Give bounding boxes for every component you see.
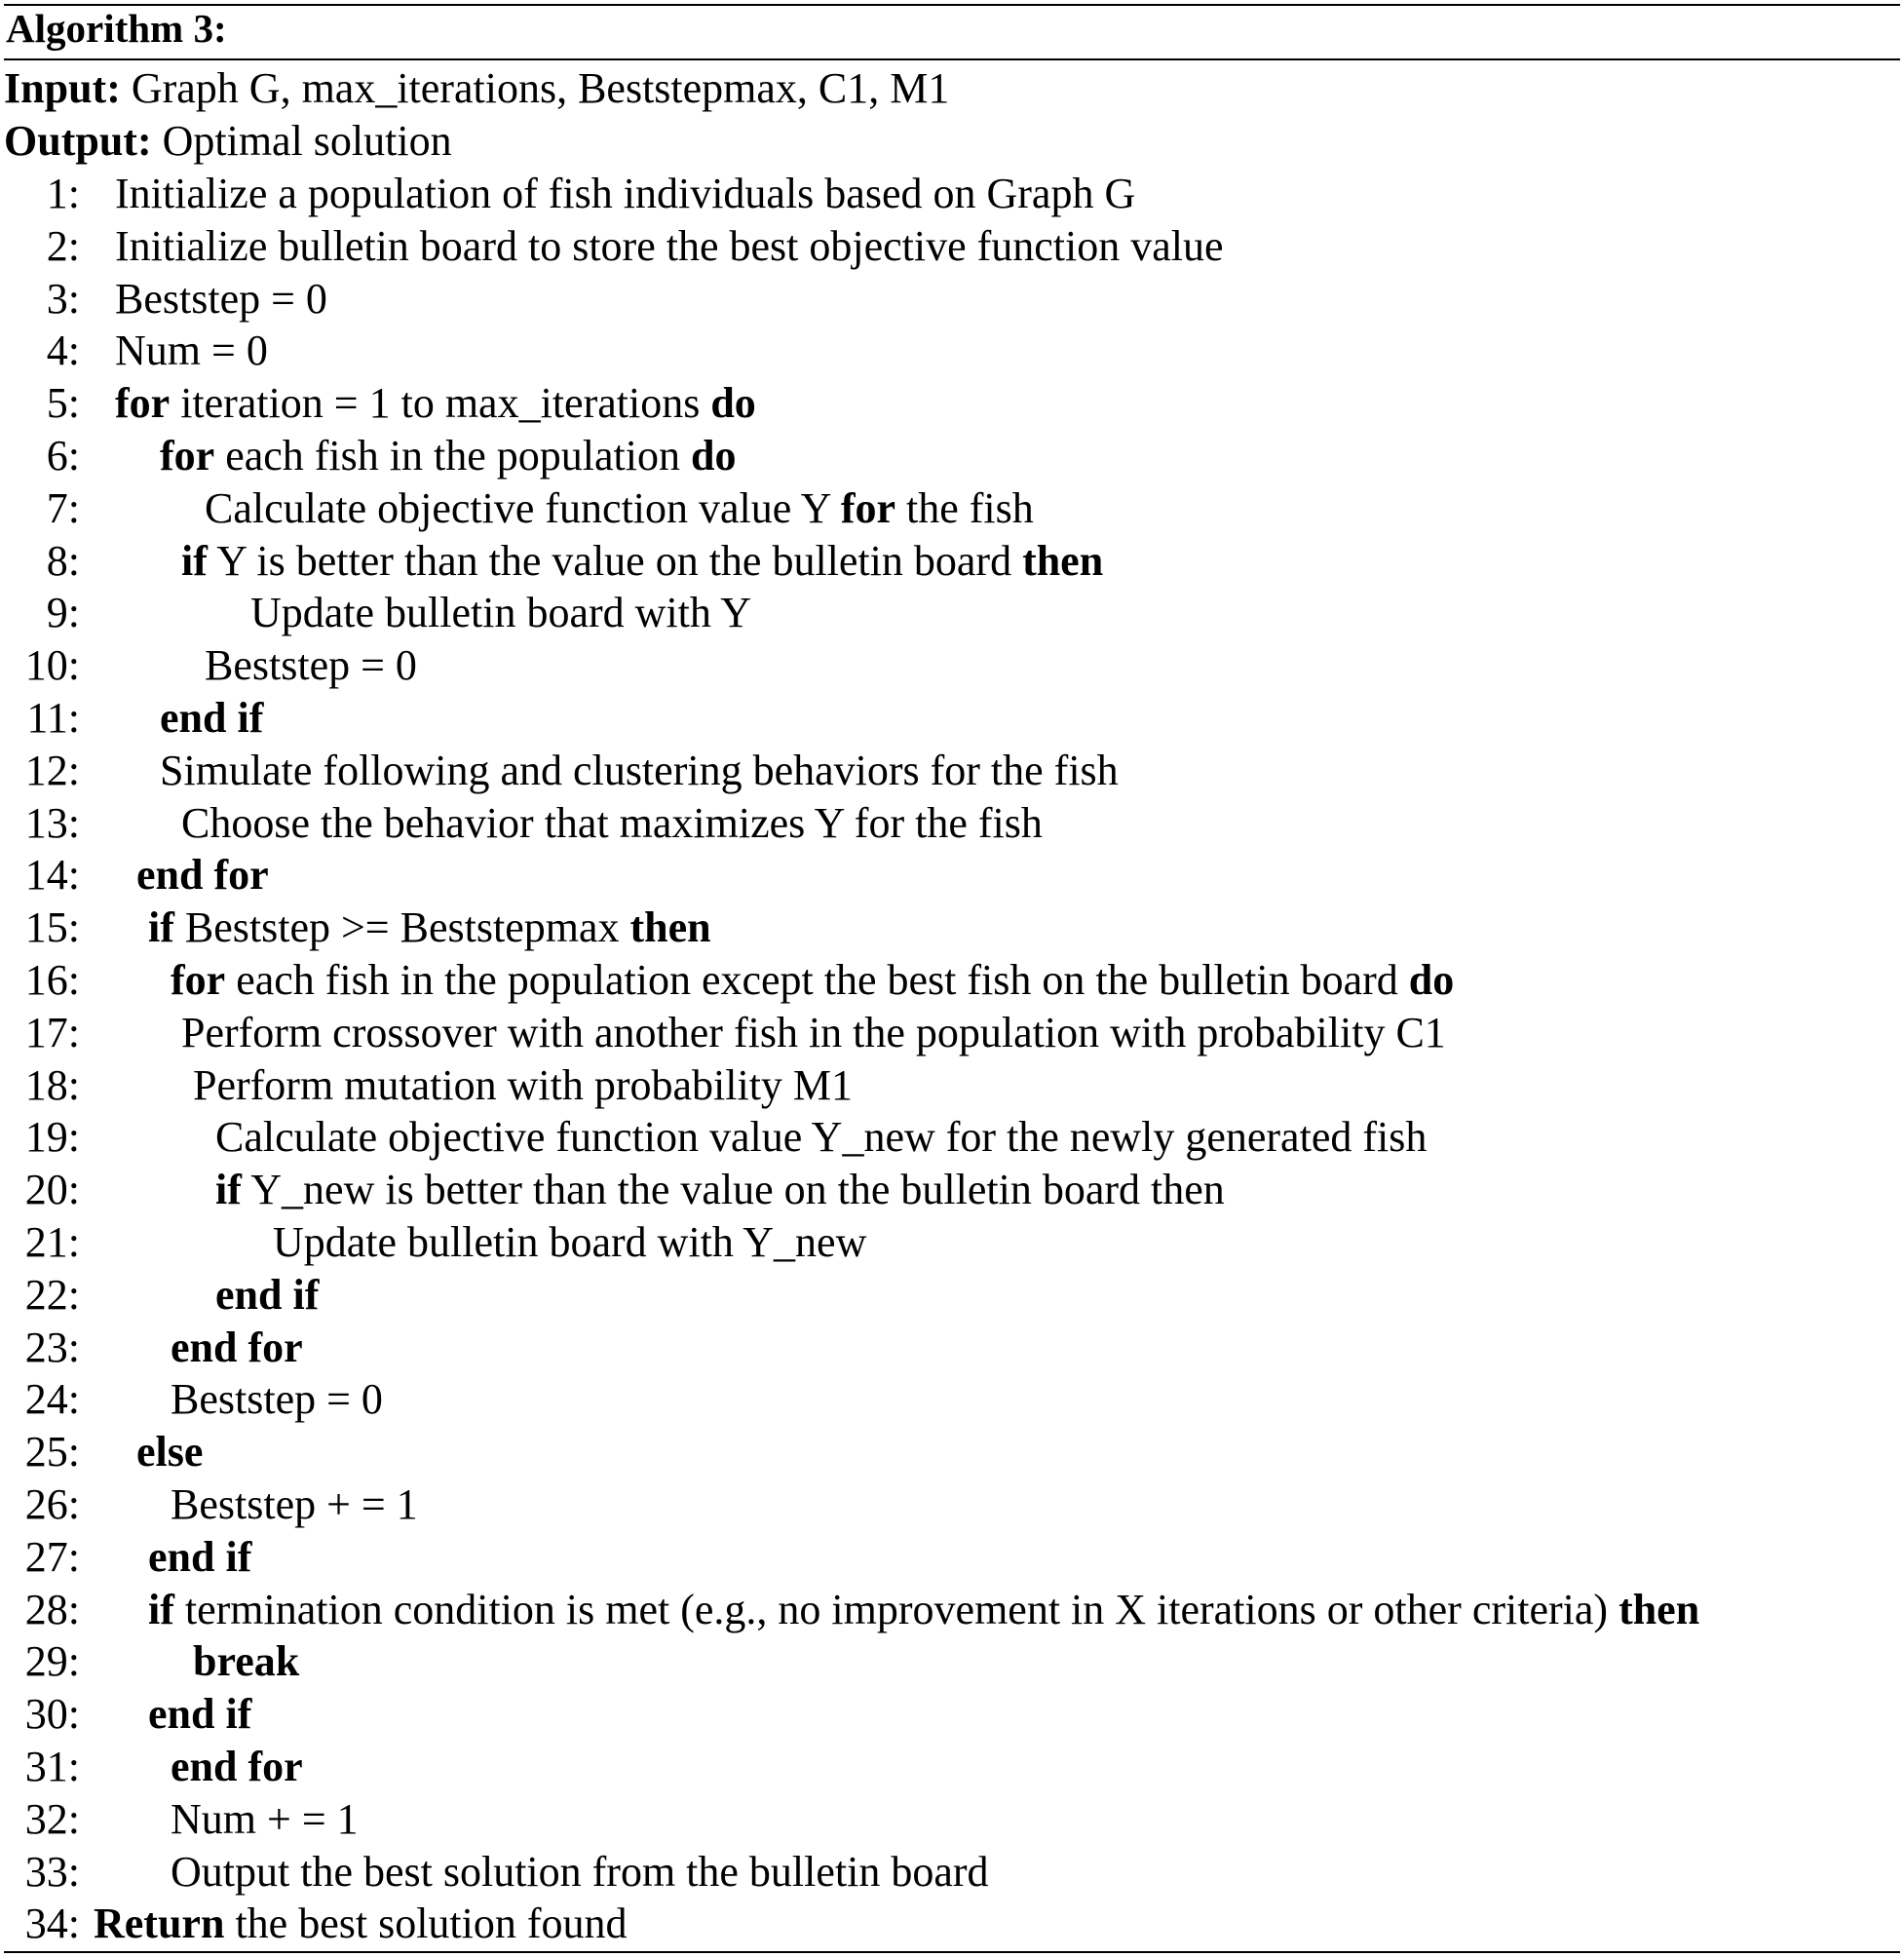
algorithm-line [0,797,1904,850]
algorithm-line [0,1111,1904,1164]
line-text [215,1269,319,1322]
algorithm-line [0,1741,1904,1793]
keyword: do [690,432,737,480]
line-number: 14: [24,851,80,900]
line-number: 4: [46,326,80,375]
statement-text: Perform crossover with another fish in the population with probability C1 [181,1008,1446,1056]
keyword: end if [160,694,264,742]
line-number: 11: [26,694,80,742]
line-number: 6: [46,432,80,480]
keyword: for [171,956,226,1004]
keyword: do [710,379,756,428]
line-text [181,535,1103,588]
line-text [171,1846,989,1899]
statement-text: termination condition is met (e.g., no improvement in X iterations or other criteria) [173,1585,1619,1633]
line-text [115,273,327,326]
line-number: 26: [24,1480,80,1528]
line-text [115,220,1224,273]
line-number: 34: [24,1899,80,1948]
algorithm-line [0,1531,1904,1584]
line-number: 22: [24,1270,80,1319]
keyword: break [193,1637,300,1686]
keyword: if [181,536,208,585]
algorithm-title [6,2,227,55]
line-text [205,639,417,692]
line-number: 30: [24,1690,80,1739]
keyword: for [160,432,215,480]
algorithm-line [0,535,1904,588]
top-rule [4,4,1900,6]
input-line [4,62,949,115]
line-text [250,587,751,639]
line-text [193,1059,853,1112]
algorithm-line [0,639,1904,692]
line-number: 31: [24,1743,80,1790]
algorithm-line [0,1584,1904,1636]
line-text [171,1373,383,1426]
keyword: if [215,1166,242,1214]
statement-text: Initialize a population of fish individuals based on Graph G [115,170,1136,217]
line-text [171,1741,303,1793]
algorithm-line [0,1322,1904,1374]
keyword: then [1618,1585,1700,1633]
line-text [115,168,1135,220]
algorithm-line [0,1846,1904,1899]
statement-text: Update bulletin board with Y [250,589,752,637]
statement-text: Perform mutation with probability M1 [193,1060,854,1109]
algorithm-line [0,273,1904,326]
line-text [160,692,263,745]
line-text [136,849,269,902]
line-number: 12: [24,746,80,794]
algorithm-line [0,1635,1904,1688]
keyword: else [136,1428,204,1477]
input-label: Input: [4,64,121,112]
statement-text: Calculate objective function value Y_new for the newly generated fish [215,1113,1428,1162]
line-text [171,1478,418,1531]
algorithm-line [0,587,1904,639]
statement-text: Initialize bulletin board to store the best objective function value [115,221,1224,270]
line-number: 10: [24,641,80,690]
keyword: if [148,1585,174,1633]
algorithm-line [0,1059,1904,1112]
line-number: 7: [46,483,80,532]
line-text [148,1531,251,1584]
statement-text: each fish in the population except the best fish on the bulletin board [225,956,1409,1004]
statement-text: Beststep >= Beststepmax [173,903,630,952]
line-number: 25: [24,1428,80,1477]
line-number: 18: [24,1060,80,1109]
algorithm-line [0,1216,1904,1269]
statement-text: Beststep = 0 [205,641,417,690]
statement-text: iteration = 1 to max_iterations [170,379,711,428]
keyword: do [1408,956,1455,1004]
algorithm-line [0,168,1904,220]
algorithm-line [0,377,1904,430]
bottom-rule [4,1951,1900,1953]
line-text [215,1111,1427,1164]
line-number: 19: [24,1113,80,1162]
algorithm-line [0,1269,1904,1322]
line-number: 1: [46,170,80,217]
keyword: end if [215,1270,320,1319]
line-number: 32: [24,1794,80,1843]
algorithm-line [0,954,1904,1007]
line-number: 17: [24,1008,80,1056]
line-number: 28: [24,1585,80,1633]
input-text: Graph G, max_iterations, Beststepmax, C1, M1 [131,64,950,112]
algorithm-line [0,1688,1904,1741]
algorithm-line [0,482,1904,535]
line-text [171,1322,303,1374]
statement-text: the best solution found [224,1899,628,1948]
statement-text: Choose the behavior that maximizes Y for the fish [181,798,1043,847]
algorithm-line [0,1164,1904,1216]
statement-text: Calculate objective function value Y [205,483,841,532]
keyword: end if [148,1690,252,1739]
line-number: 16: [24,956,80,1004]
line-number: 13: [24,798,80,847]
line-text [160,430,736,482]
line-text [148,1584,1699,1636]
line-text [181,1007,1446,1059]
algorithm-line [0,430,1904,482]
line-number: 29: [24,1637,80,1686]
statement-text: Num + = 1 [171,1794,359,1843]
line-text [193,1635,299,1688]
algorithm-line [0,692,1904,745]
line-number: 15: [24,903,80,952]
statement-text: Y_new is better than the value on the bulletin board then [241,1166,1225,1214]
line-number: 5: [46,379,80,428]
algorithm-line [0,902,1904,954]
keyword: then [1022,536,1104,585]
line-text [171,954,1454,1007]
line-text [181,797,1043,850]
line-text [148,902,711,954]
algorithm-title-text: Algorithm 3: [6,6,227,51]
line-text [94,1898,628,1950]
algorithm-line [0,1478,1904,1531]
algorithm-line [0,849,1904,902]
line-text [215,1164,1225,1216]
statement-text: the fish [895,483,1034,532]
statement-text: Num = 0 [115,326,268,375]
line-number: 23: [24,1323,80,1371]
statement-text: Update bulletin board with Y_new [273,1218,867,1266]
line-number: 33: [24,1847,80,1896]
algorithm-line [0,1373,1904,1426]
keyword: for [840,483,896,532]
line-text [115,325,268,377]
line-number: 2: [46,221,80,270]
line-number: 20: [24,1166,80,1214]
line-number: 27: [24,1532,80,1581]
line-text [205,482,1034,535]
keyword: if [148,903,174,952]
keyword: end if [148,1532,252,1581]
line-text [136,1426,203,1478]
keyword: end for [171,1743,303,1790]
keyword: then [629,903,711,952]
statement-text: Output the best solution from the bulletin board [171,1847,989,1896]
statement-text: Simulate following and clustering behaviors for the fish [160,746,1119,794]
algorithm-line [0,1793,1904,1846]
statement-text: Beststep = 0 [171,1375,383,1424]
output-text: Optimal solution [162,117,452,165]
line-text [115,377,756,430]
statement-text: each fish in the population [214,432,691,480]
line-text [273,1216,866,1269]
output-line [4,115,452,168]
keyword: Return [94,1899,225,1948]
statement-text: Beststep + = 1 [171,1480,418,1528]
keyword: for [115,379,171,428]
keyword: end for [171,1323,303,1371]
line-text [171,1793,359,1846]
line-text [148,1688,251,1741]
line-number: 9: [46,589,80,637]
line-number: 8: [46,536,80,585]
statement-text: Y is better than the value on the bulletin board [207,536,1023,585]
algorithm-line [0,220,1904,273]
line-number: 3: [46,274,80,323]
line-number: 24: [24,1375,80,1424]
algorithm-line [0,1898,1904,1950]
algorithm-line [0,1007,1904,1059]
title-rule [4,58,1900,60]
keyword: end for [136,851,269,900]
output-label: Output: [4,117,152,165]
line-text [160,745,1119,797]
algorithm-line [0,325,1904,377]
statement-text: Beststep = 0 [115,274,327,323]
algorithm-line [0,745,1904,797]
algorithm-line [0,1426,1904,1478]
line-number: 21: [24,1218,80,1266]
